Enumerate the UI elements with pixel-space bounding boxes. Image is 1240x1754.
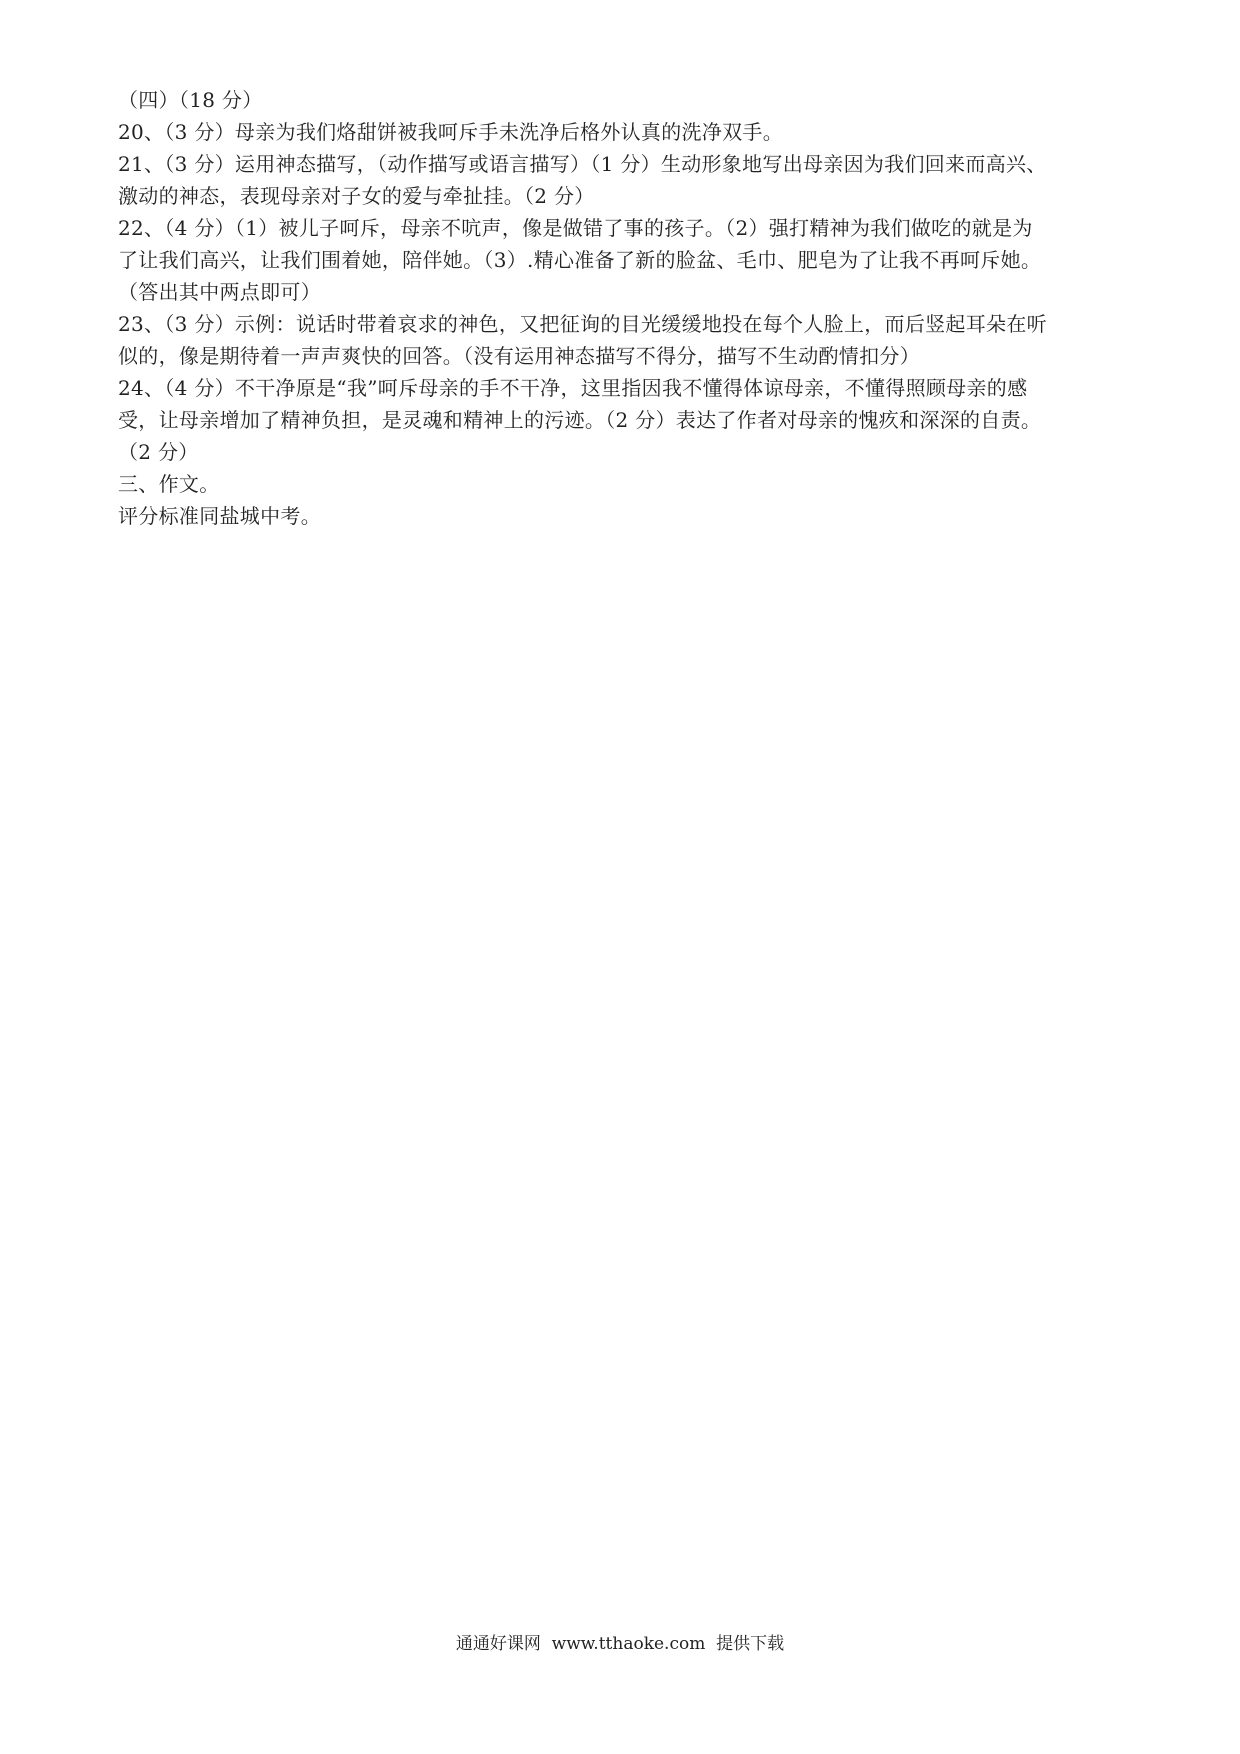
section-heading: （四）（18 分）	[118, 88, 263, 112]
answer-22-line-3: （答出其中两点即可）	[118, 280, 321, 304]
answer-24-line-1: 24、（4 分）不干净原是“我”呵斥母亲的手不干净，这里指因我不懂得体谅母亲，不懂得照顾母亲的感	[118, 376, 1028, 400]
answer-23-line-1: 23、（3 分）示例：说话时带着哀求的神色，又把征询的目光缓缓地投在每个人脸上，而后竖起耳朵在听	[118, 312, 1047, 336]
answer-24-line-3: （2 分）	[118, 440, 199, 464]
answer-22-line-2: 了让我们高兴，让我们围着她，陪伴她。（3）.精心准备了新的脸盆、毛巾、肥皂为了让我不再呵斥她。	[118, 248, 1042, 272]
composition-heading: 三、作文。	[118, 472, 220, 496]
answer-key-body	[118, 84, 1130, 532]
composition-note: 评分标准同盐城中考。	[118, 504, 321, 528]
answer-20: 20、（3 分）母亲为我们烙甜饼被我呵斥手未洗净后格外认真的洗净双手。	[118, 120, 784, 144]
answer-24-line-2: 受，让母亲增加了精神负担，是灵魂和精神上的污迹。（2 分）表达了作者对母亲的愧疚和深深的自责。	[118, 408, 1042, 432]
page-footer: 通通好课网 www.tthaoke.com 提供下载	[455, 1634, 785, 1654]
answer-22-line-1: 22、（4 分）（1）被儿子呵斥，母亲不吭声，像是做错了事的孩子。（2）强打精神为我们做吃的就是为	[118, 216, 1033, 240]
answer-23-line-2: 似的，像是期待着一声声爽快的回答。（没有运用神态描写不得分，描写不生动酌情扣分）	[118, 344, 920, 368]
answer-21-line-1: 21、（3 分）运用神态描写，（动作描写或语言描写）（1 分）生动形象地写出母亲因为我们回来而高兴、	[118, 152, 1047, 176]
answer-21-line-2: 激动的神态，表现母亲对子女的爱与牵扯挂。（2 分）	[118, 184, 595, 208]
